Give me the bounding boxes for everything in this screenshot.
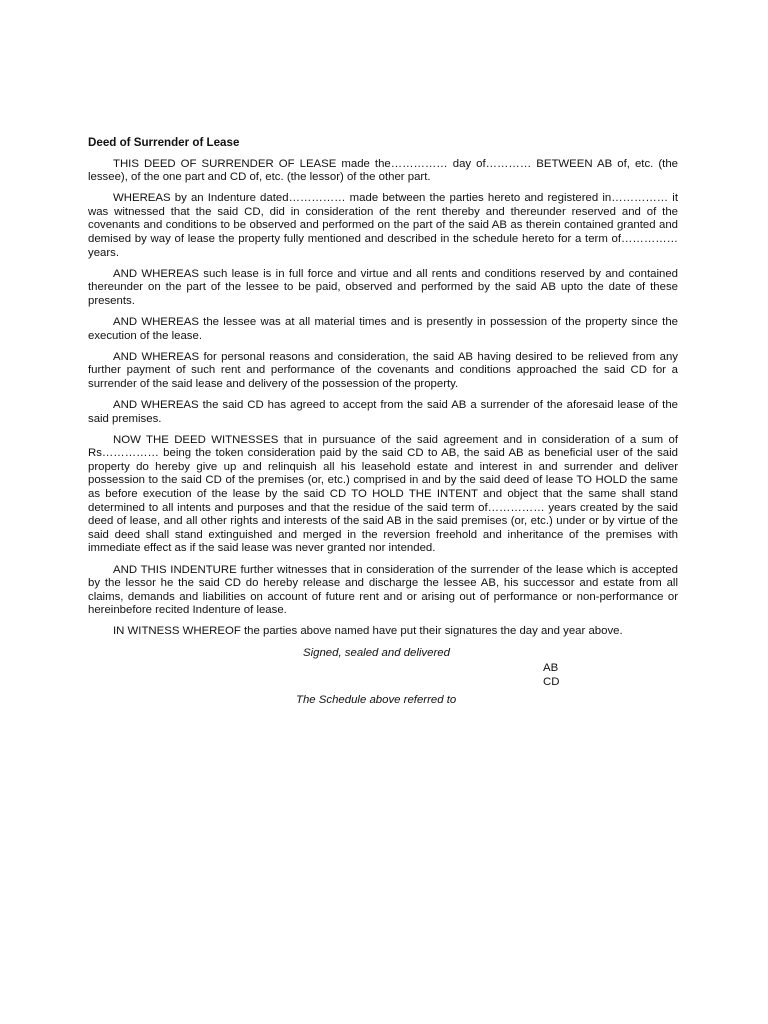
- paragraph-whereas-agreed: AND WHEREAS the said CD has agreed to accept from the said AB a surrender of the aforesaid lease of the said premises.: [88, 399, 678, 425]
- paragraph-in-witness: IN WITNESS WHEREOF the parties above named have put their signatures the day and year above.: [113, 625, 623, 638]
- schedule-heading: The Schedule above referred to: [296, 694, 457, 707]
- paragraph-now-deed-witnesses: NOW THE DEED WITNESSES that in pursuance of the said agreement and in consideration of a sum of Rs…………… being the token consideration paid by the said CD to AB, the said AB as beneficial user of the said property do hereby give up and relinquish all his leasehold estate and interest in and surrender and deliver possession to the said CD of the premises (or, etc.) comprised in and by the said deed of lease TO HOLD the same as before execution of the lease by the said CD TO HOLD THE INTENT and object that the same shall stand determined to all intents and purposes and that the residue of the said term of…………… years created by the said deed of lease, and all other rights and interests of the said AB in the said premises (or, etc.) under or by virtue of the said deed shall stand extinguished and merged in the reversion freehold and inheritance of the premises with immediate effect as if the said lease was never granted nor intended.: [88, 433, 678, 555]
- paragraph-whereas-lease-in-force: AND WHEREAS such lease is in full force and virtue and all rents and conditions reserved by and contained thereunder on the part of the lessee to be paid, observed and performed by the said AB upto the date of these presents.: [88, 267, 678, 307]
- paragraph-release-discharge: AND THIS INDENTURE further witnesses that in consideration of the surrender of the lease which is accepted by the lessor he the said CD do hereby release and discharge the lessee AB, his successor and estate from all claims, demands and liabilities on account of future rent and or arising out of performance or non-performance or hereinbefore recited Indenture of lease.: [88, 563, 678, 617]
- paragraph-parties: THIS DEED OF SURRENDER OF LEASE made the…………… day of………… BETWEEN AB of, etc. (the lessee), of the one part and CD of, etc. (the lessor) of the other part.: [88, 157, 678, 184]
- signed-sealed-delivered: Signed, sealed and delivered: [303, 646, 450, 659]
- party-signature-ab: AB: [543, 662, 559, 675]
- party-signature-cd: CD: [543, 675, 560, 688]
- paragraph-whereas-possession: AND WHEREAS the lessee was at all material times and is presently in possession of the property since the execution of the lease.: [88, 316, 678, 342]
- paragraph-whereas-indenture: WHEREAS by an Indenture dated…………… made between the parties hereto and registered in…………… it was witnessed that the said CD, did in consideration of the rent thereby and thereunder reserved and of the covenants and conditions to be observed and performed on the part of the said AB as therein contained granted and demised by way of lease the property fully mentioned and described in the schedule hereto for a term of…………… years.: [88, 192, 678, 259]
- document-title: Deed of Surrender of Lease: [88, 136, 240, 149]
- paragraph-whereas-personal-reasons: AND WHEREAS for personal reasons and consideration, the said AB having desired to be relieved from any further payment of such rent and performance of the covenants and conditions approached the said CD for a surrender of the said lease and delivery of the possession of the property.: [88, 350, 678, 390]
- deed-document: [88, 136, 678, 708]
